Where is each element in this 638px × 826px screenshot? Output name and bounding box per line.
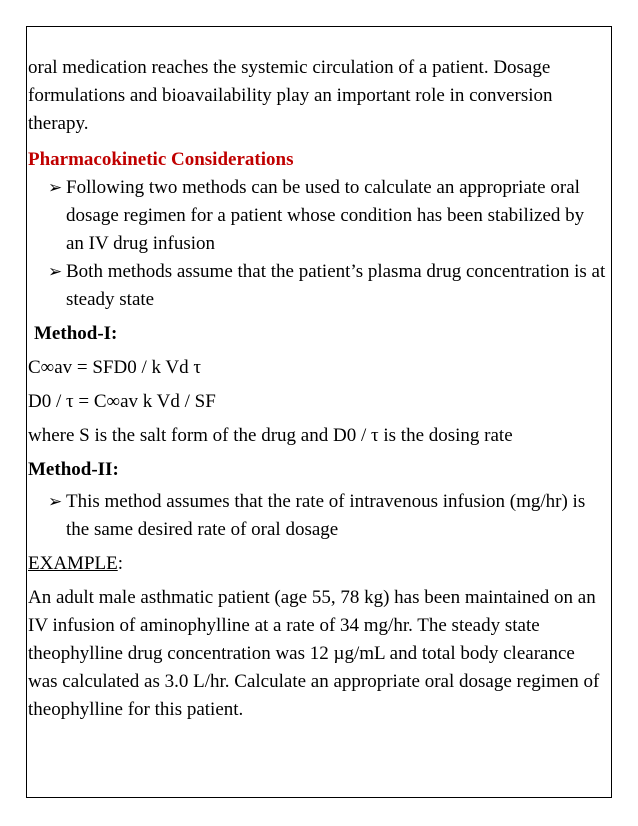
example-colon: : bbox=[117, 553, 124, 574]
bullet-item bbox=[48, 258, 606, 314]
method2-title: Method-II: bbox=[28, 459, 119, 480]
method1-equation-1: C∞av = SFD0 / k Vd τ bbox=[28, 357, 202, 378]
method1-note: where S is the salt form of the drug and D0 / τ is the dosing rate bbox=[28, 425, 513, 446]
section-heading: Pharmacokinetic Considerations bbox=[28, 149, 294, 170]
bullet-item bbox=[48, 174, 606, 258]
bullet-item bbox=[48, 488, 606, 544]
bullet-text: Following two methods can be used to calculate an appropriate oral dosage regimen for a patient whose condition has been stabilized by an IV drug infusion bbox=[66, 177, 585, 254]
arrow-bullet-icon: ➢ bbox=[48, 262, 63, 281]
example-paragraph: An adult male asthmatic patient (age 55, 78 kg) has been maintained on an IV infusion of aminophylline at a rate of 34 mg/hr. The steady state theophylline drug concentration was 12 µg/mL and total body clearance was calculated as 3.0 L/hr. Calculate an appropriate oral dosage regimen of theophylline for this patient. bbox=[28, 587, 600, 720]
document-body bbox=[28, 54, 606, 724]
method1-title: Method-I: bbox=[34, 323, 118, 344]
intro-paragraph: oral medication reaches the systemic circulation of a patient. Dosage formulations and bioavailability play an important role in conversion therapy. bbox=[28, 57, 553, 134]
example-heading bbox=[28, 550, 606, 578]
bullet-text: Both methods assume that the patient’s plasma drug concentration is at steady state bbox=[66, 261, 606, 310]
arrow-bullet-icon: ➢ bbox=[48, 492, 63, 511]
method1-equation-2: D0 / τ = C∞av k Vd / SF bbox=[28, 391, 216, 412]
arrow-bullet-icon: ➢ bbox=[48, 178, 63, 197]
bullet-text: This method assumes that the rate of intravenous infusion (mg/hr) is the same desired rate of oral dosage bbox=[66, 491, 586, 540]
example-label: EXAMPLE bbox=[28, 553, 118, 574]
